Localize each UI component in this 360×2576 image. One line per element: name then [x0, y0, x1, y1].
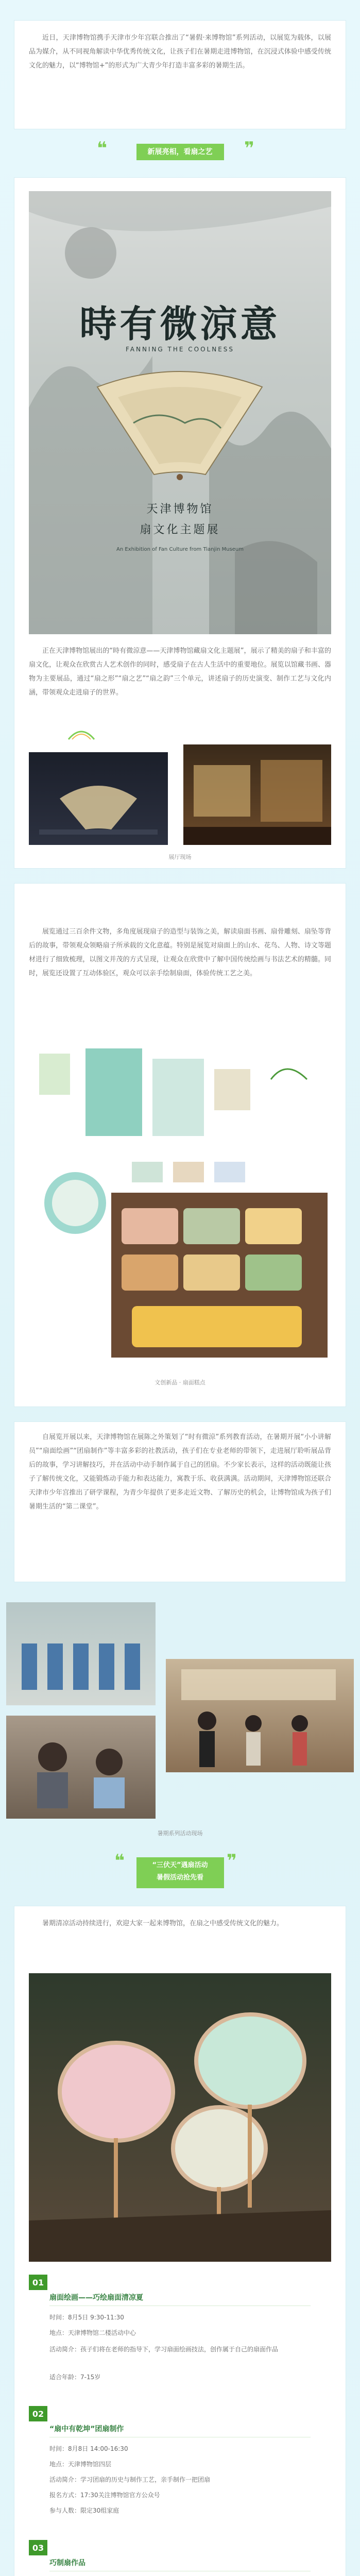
poster-tiny-en: An Exhibition of Fan Culture from Tianjin Museum [116, 547, 244, 552]
poster-org: 天津博物馆 [146, 503, 214, 516]
section1-banner: 新展亮相，看扇之艺 [136, 144, 224, 160]
activity-photo-3 [166, 1659, 354, 1772]
activity-number: 01 [29, 2275, 47, 2290]
activity-line: 地点：天津博物馆四层 [49, 2461, 112, 2468]
activity-title: “扇中有乾坤”团扇制作 [49, 2425, 124, 2433]
fan-craft-photo [29, 1973, 331, 2262]
creative-card [14, 884, 346, 1406]
section4-header [0, 1847, 360, 1893]
activity-line: 报名方式：17:30关注博物馆官方公众号 [49, 2492, 160, 2499]
activity-line: 地点：天津博物馆二楼活动中心 [49, 2329, 136, 2336]
photos-caption: 暑期系列活动现场 [157, 1830, 203, 1837]
section4-banner [136, 1857, 224, 1888]
quote-close-icon-2: ❞ [227, 1851, 237, 1871]
activity-photo-2 [6, 1716, 156, 1819]
images1-caption: 展厅现场 [168, 854, 192, 860]
activity-line: 时间：8月5日 9:30-11:30 [49, 2314, 124, 2321]
poster-subtitle-en: FANNING THE COOLNESS [125, 346, 235, 353]
exhibition-hall-photo-2 [183, 744, 331, 845]
activity-number: 02 [29, 2406, 47, 2421]
intro-card [14, 21, 346, 129]
activity-photo-1 [6, 1602, 156, 1705]
activity-line: 活动简介：孩子们将在老师的指导下，学习扇面绘画技法，创作属于自己的扇面作品 [49, 2346, 279, 2353]
section3-paragraph: 自展览开展以来，天津博物馆在展陈之外策划了“时有微涼”系列教育活动，在暑期开展“小小讲解员”“扇面绘画”“团扇制作”等丰富多彩的社教活动，孩子们在专业老师的带领下，走进展厅聆听展品背后的故事，学习讲解技巧，并在活动中动手制作属于自己的团扇。不少家长表示，这样的活动既能让孩子了解传统文化，又能锻炼动手能力和表达能力，寓教于乐、收获满满。活动期间，天津博物馆还联合天津市少年宫推出了研学课程，为青少年提供了更多走近文物、了解历史的机会，让博物馆成为孩子们暑期生活的“第二课堂”。 [29, 1433, 331, 1511]
exhibition-poster [29, 191, 331, 634]
section1-header [0, 137, 360, 167]
activity-line: 时间：8月8日 14:00-16:30 [49, 2445, 128, 2452]
activity-line: 活动简介：学习团扇的历史与制作工艺，亲手制作一把团扇 [49, 2476, 211, 2483]
intro-paragraph: 近日，天津博物馆携手天津市少年宫联合推出了“暑假·来博物馆”系列活动，以展览为载体，以展品为媒介，从不同视角解读中华优秀传统文化，让孩子们在暑期走进博物馆，在沉浸式体验中感受传统文化的魅力，以“博物馆+”的形式为广大青少年打造丰富多彩的暑期生活。 [29, 34, 331, 70]
upcoming-activities-card [14, 1906, 346, 2576]
activity-line: 适合年龄：7-15岁 [49, 2374, 101, 2381]
section4-banner-line2: 暑假活动抢先看 [156, 1874, 203, 1882]
quote-open-icon-2: ❝ [114, 1851, 125, 1871]
exhibition-card [14, 178, 346, 868]
section2-paragraph: 展览通过三百余件文物，多角度展现扇子的造型与装饰之美，解读扇面书画、扇骨雕刻、扇坠等背后的故事，带领观众领略扇子所承载的文化意蕴。特别是展览对扇面上的山水、花鸟、人物、诗文等题材进行了细致梳理，以图文并茂的方式呈现，让观众在欣赏中了解中国传统绘画与书法艺术的精髓。同时，展览还设置了互动体验区，观众可以亲手绘制扇面，体验传统工艺之美。 [29, 928, 331, 977]
poster-sub: 扇文化主题展 [140, 523, 220, 536]
invite-paragraph: 暑期清凉活动持续进行，欢迎大家一起来博物馆，在扇之中感受传统文化的魅力。 [42, 1920, 284, 1927]
quote-open-icon: ❝ [97, 138, 107, 159]
activity-item-1 [29, 2275, 331, 2393]
activity-line: 参与人数：限定30组家庭 [49, 2507, 119, 2514]
activity-item-2 [29, 2406, 331, 2524]
quote-close-icon: ❞ [244, 138, 254, 159]
exhibition-hall-photo-1 [29, 752, 168, 845]
fan-illustration-icon [87, 366, 272, 485]
activity-number: 03 [29, 2540, 47, 2555]
section1-paragraph: 正在天津博物馆展出的“時有微涼意——天津博物馆藏扇文化主题展”，展示了精美的扇子和丰富的扇文化，让观众在欣赏古人艺术创作的同时，感受扇子在古人生活中的重要地位。展览以馆藏书画、器物为主要展品，通过“扇之形”“扇之艺”“扇之韵”三个单元，讲述扇子的历史演变、制作工艺与文化内涵，带领观众走进扇子的世界。 [29, 647, 331, 697]
creative-goods-image [29, 1038, 331, 1368]
section4-banner-line1: “三伏天”遇扇活动 [152, 1861, 208, 1869]
activity-title: 巧制扇作品 [49, 2559, 85, 2567]
fan-small-icon [66, 724, 97, 744]
activities-review-card [14, 1422, 346, 1582]
activity-title: 扇面绘画——巧绘扇面清凉夏 [49, 2294, 143, 2302]
poster-title: 時有微涼意 [79, 302, 281, 346]
activity-item-3 [29, 2540, 331, 2576]
images2-caption: 文创新品 · 扇面糕点 [155, 1379, 205, 1386]
